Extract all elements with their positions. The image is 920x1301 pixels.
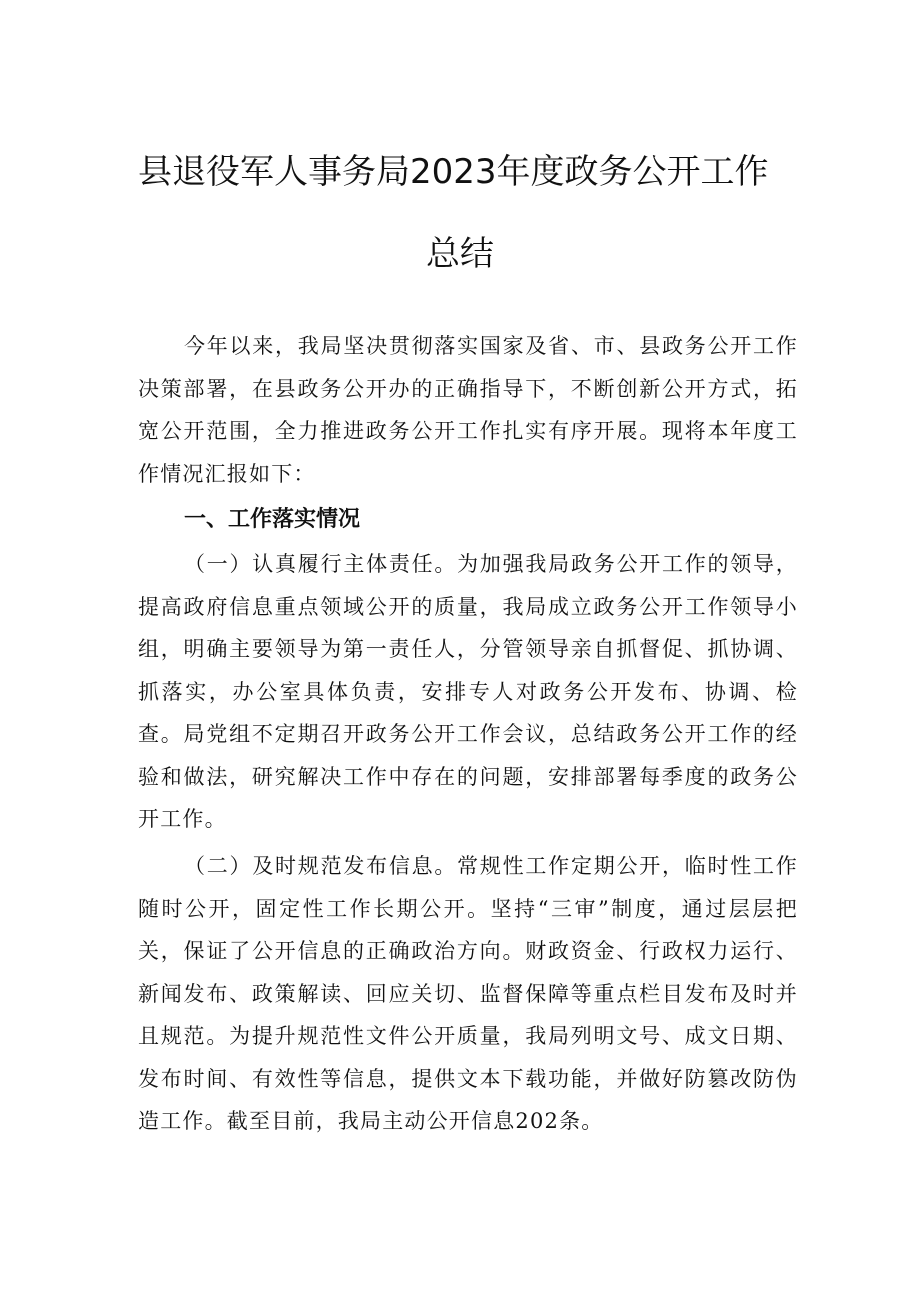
intro-paragraph-block [138,325,798,495]
paragraph-2: （二）及时规范发布信息。常规性工作定期公开，临时性工作随时公开，固定性工作长期公开。坚持“三审”制度，通过层层把关，保证了公开信息的正确政治方向。财政资金、行政权力运行、新闻发布、政策解读、回应关切、监督保障等重点栏目发布及时并且规范。为提升规范性文件公开质量，我局列明文号、成文日期、发布时间、有效性等信息，提供文本下载功能，并做好防篡改防伪造工作。截至目前，我局主动公开信息202条。 [138,854,798,1133]
section-heading: 一、工作落实情况 [184,507,361,532]
document-title-line-1: 县退役军人事务局2023年度政务公开工作 [138,152,769,192]
paragraph-1: （一）认真履行主体责任。为加强我局政务公开工作的领导，提高政府信息重点领域公开的质量，我局成立政务公开工作领导小组，明确主要领导为第一责任人，分管领导亲自抓督促、抓协调、抓落实，办公室具体负责，安排专人对政务公开发布、协调、检查。局党组不定期召开政务公开工作会议，总结政务公开工作的经验和做法，研究解决工作中存在的问题，安排部署每季度的政务公开工作。 [138,552,798,831]
paragraph-block-2 [138,845,798,1143]
intro-paragraph: 今年以来，我局坚决贯彻落实国家及省、市、县政务公开工作决策部署，在县政务公开办的正确指导下，不断创新公开方式，拓宽公开范围，全力推进政务公开工作扎实有序开展。现将本年度工作情况汇报如下： [138,334,798,486]
document-title-line-2: 总结 [426,234,494,274]
paragraph-block-1 [138,543,798,841]
